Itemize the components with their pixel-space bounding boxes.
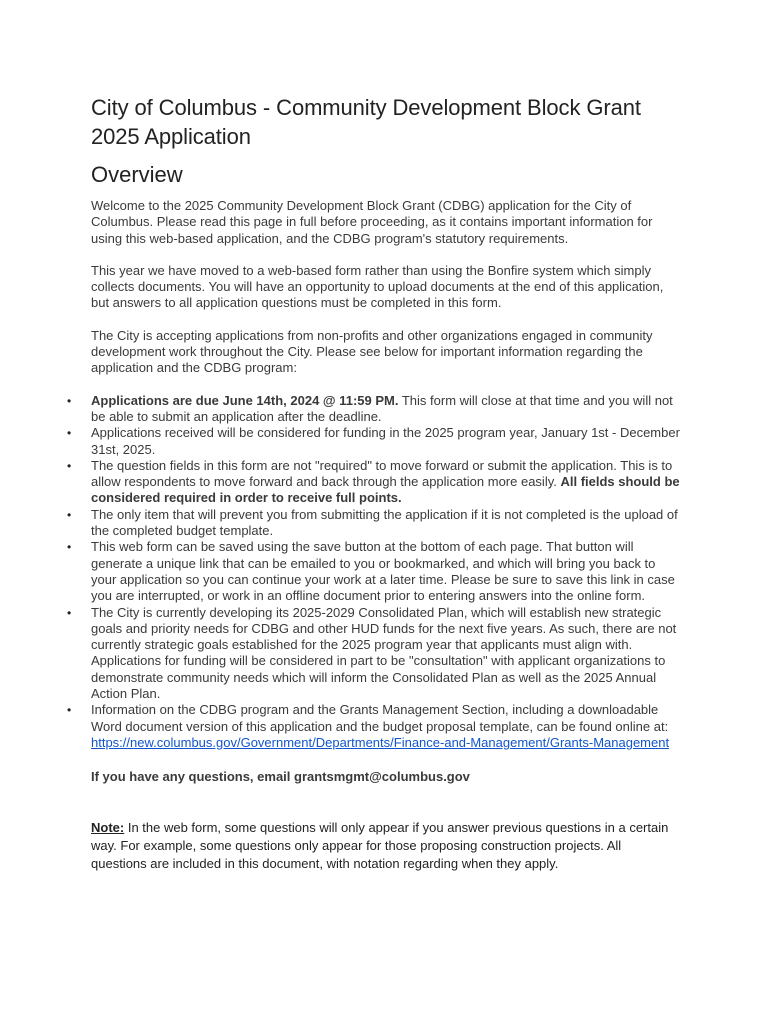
eligibility-paragraph: The City is accepting applications from non-profits and other organizations engaged in community development work throughout the City. Please see below for important information regarding the application and the CDBG program:	[91, 327, 653, 376]
list-item-consolidated-plan: • The City is currently developing its 2025-2029 Consolidated Plan, which will establish new strategic goals and priority needs for CDBG and other HUD funds for the next five years. As such, there are not currently strategic goals established for the 2025 program year that applicants must align with. Applications for funding will be considered in part to be "consultation" with applicant organizations to demonstrate community needs which will inform the Consolidated Plan as well as the 2025 Annual Action Plan.	[91, 605, 680, 703]
note-label: Note:	[91, 820, 125, 836]
required-fields-text: The question fields in this form are not "required" to move forward or submit the application. This is to allow respondents to move forward and back through the application more easily.	[91, 457, 673, 490]
program-info-text: Information on the CDBG program and the Grants Management Section, including a downloadable Word document version of this application and the budget proposal template, can be found online at:	[91, 702, 669, 734]
list-item-save-button: • This web form can be saved using the save button at the bottom of each page. That button will generate a unique link that can be emailed to you or bookmarked, and which will bring you back to your application so you can continue your work at a later time. Please be sure to save this link in case you are interrupted, or work in an offline document prior to entering answers into the online form.	[91, 539, 680, 604]
overview-heading: Overview	[91, 162, 183, 187]
note-paragraph	[91, 819, 680, 873]
required-fields-emphasis: All fields should be considered required in order to receive full points.	[91, 474, 680, 506]
list-item-budget-upload: • The only item that will prevent you from submitting the application if it is not completed is the upload of the completed budget template.	[91, 507, 680, 540]
intro-paragraph: Welcome to the 2025 Community Development Block Grant (CDBG) application for the City of Columbus. Please read this page in full before proceeding, as it contains important information for using this web-based application, and the CDBG program's statutory requirements.	[91, 198, 653, 246]
page-title: City of Columbus - Community Development Block Grant 2025 Application	[91, 95, 641, 149]
deadline-detail: This form will close at that time and you will not be able to submit an application after the deadline.	[91, 392, 673, 424]
list-item-program-year: • Applications received will be considered for funding in the 2025 program year, January 1st - December 31st, 2025.	[91, 425, 680, 458]
list-item-program-info	[91, 702, 680, 751]
grants-management-link[interactable]: https://new.columbus.gov/Government/Departments/Finance-and-Management/Grants-Management	[91, 734, 670, 750]
web-form-paragraph: This year we have moved to a web-based form rather than using the Bonfire system which simply collects documents. You will have an opportunity to upload documents at the end of this application, but answers to all application questions must be completed in this form.	[91, 262, 664, 311]
deadline-text: Applications are due June 14th, 2024 @ 11:59 PM.	[91, 392, 399, 408]
info-bullet-list	[91, 393, 680, 752]
questions-contact-line: If you have any questions, email grantsmgmt@columbus.gov	[91, 769, 470, 785]
list-item-deadline	[91, 393, 680, 426]
note-text: In the web form, some questions will only appear if you answer previous questions in a certain way. For example, some questions only appear for those proposing construction projects. All questions are included in this document, with notation regarding when they apply.	[91, 820, 669, 872]
list-item-required-fields	[91, 458, 680, 507]
